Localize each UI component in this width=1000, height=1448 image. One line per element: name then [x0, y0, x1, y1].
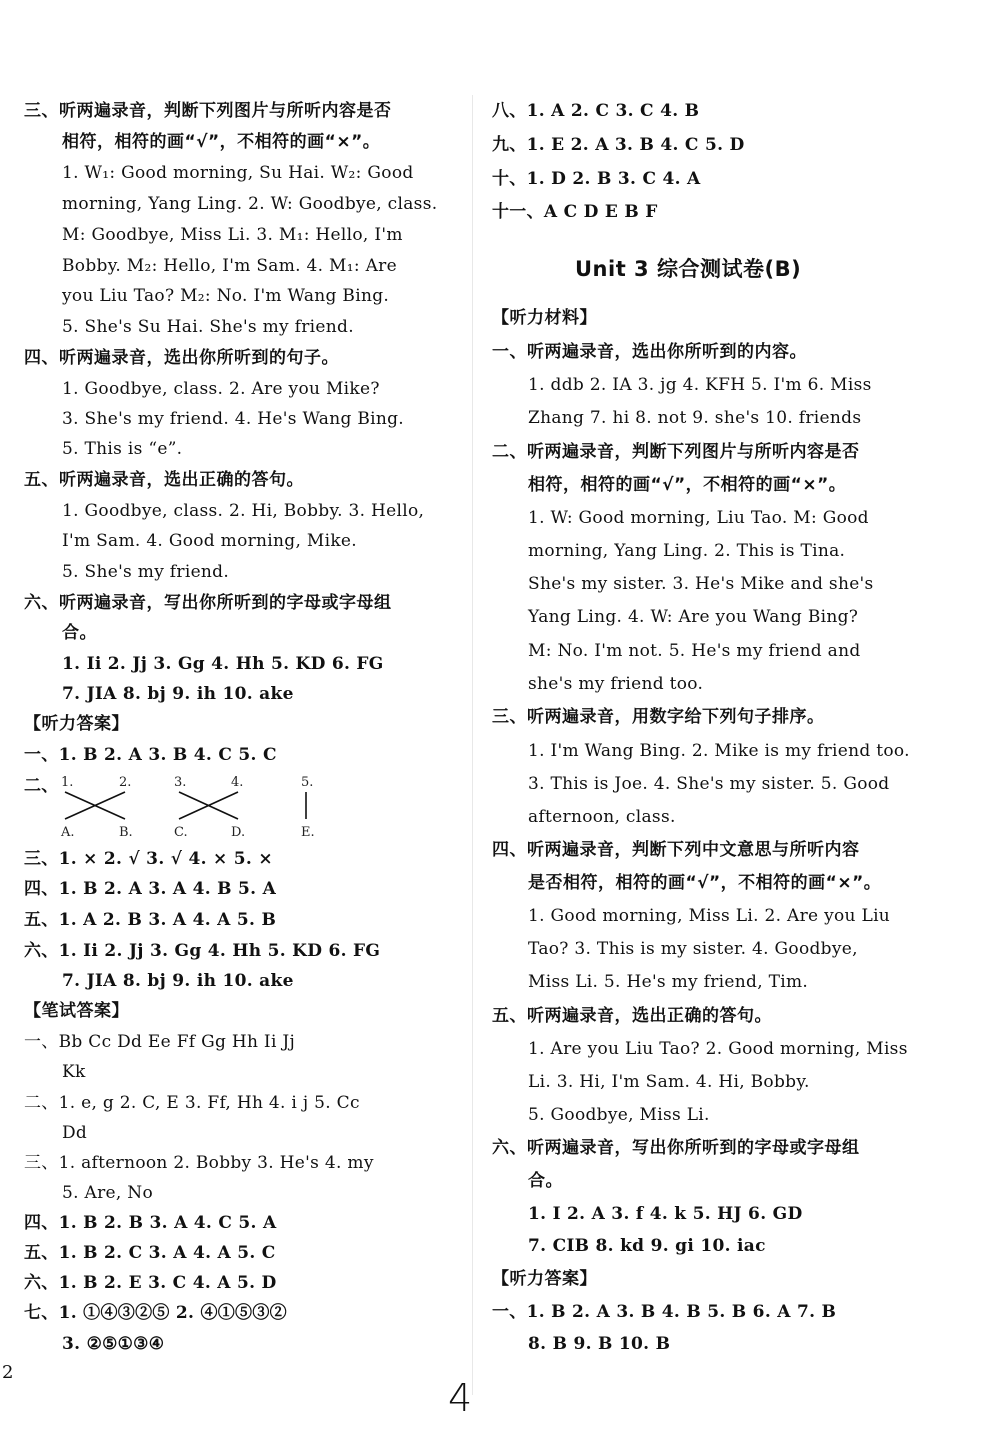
text-line: 1. ddb 2. IA 3. jg 4. KFH 5. I'm 6. Miss [528, 375, 872, 395]
match-top-label: 3. [174, 775, 187, 790]
answer-line: 3. ②⑤①③④ [62, 1334, 165, 1354]
text-line: she's my friend too. [528, 674, 704, 694]
answer-line: 十、1. D 2. B 3. C 4. A [492, 169, 701, 189]
match-top-label: 4. [231, 775, 244, 790]
text-line: 5. This is “e”. [62, 439, 183, 459]
match-bottom-label: B. [119, 825, 133, 840]
answer-line: 二、 [24, 776, 59, 796]
text-line: Tao? 3. This is my sister. 4. Goodbye, [528, 939, 858, 959]
match-top-label: 1. [61, 775, 74, 790]
section-heading: 二、听两遍录音，判断下列图片与所听内容是否 [492, 442, 860, 462]
section-heading: 三、听两遍录音，判断下列图片与所听内容是否 [24, 101, 392, 121]
section-heading: 【听力材料】 [492, 308, 597, 328]
answer-line: 六、1. Ii 2. Jj 3. Gg 4. Hh 5. KD 6. FG [24, 941, 381, 961]
text-line: M: No. I'm not. 5. He's my friend and [528, 641, 861, 661]
answer-line: 一、Bb Cc Dd Ee Ff Gg Hh Ii Jj [24, 1032, 296, 1052]
text-line: 1. Good morning, Miss Li. 2. Are you Liu [528, 906, 891, 926]
section-heading: 合。 [528, 1171, 563, 1191]
match-bottom-label: D. [231, 825, 246, 840]
text-line: 3. She's my friend. 4. He's Wang Bing. [62, 409, 405, 429]
section-heading: 五、听两遍录音，选出正确的答句。 [492, 1006, 772, 1026]
answer-line: 七、1. ①④③②⑤ 2. ④①⑤③② [24, 1303, 287, 1323]
answer-line: 三、1. afternoon 2. Bobby 3. He's 4. my [24, 1153, 374, 1173]
section-heading: 六、听两遍录音，写出你所听到的字母或字母组 [24, 593, 392, 613]
section-heading: 【笔试答案】 [24, 1001, 129, 1021]
text-line: 1. W₁: Good morning, Su Hai. W₂: Good [62, 163, 414, 183]
text-line: 3. This is Joe. 4. She's my sister. 5. Good [528, 774, 890, 794]
section-heading: 【听力答案】 [24, 714, 129, 734]
matching-diagram [55, 772, 355, 840]
section-heading: 三、听两遍录音，用数字给下列句子排序。 [492, 707, 825, 727]
text-line: Zhang 7. hi 8. not 9. she's 10. friends [528, 408, 862, 428]
text-line: 1. I'm Wang Bing. 2. Mike is my friend too. [528, 741, 910, 761]
section-heading: 是否相符，相符的画“√”，不相符的画“×”。 [528, 873, 882, 893]
text-line: 1. I 2. A 3. f 4. k 5. HJ 6. GD [528, 1204, 803, 1224]
answer-line: 一、1. B 2. A 3. B 4. B 5. B 6. A 7. B [492, 1302, 837, 1322]
page-number: 2 [2, 1362, 14, 1383]
section-heading: 相符，相符的画“√”，不相符的画“×”。 [528, 475, 847, 495]
section-heading: 四、听两遍录音，选出你所听到的句子。 [24, 348, 339, 368]
text-line: 1. Goodbye, class. 2. Are you Mike? [62, 379, 380, 399]
answer-line: 五、1. B 2. C 3. A 4. A 5. C [24, 1243, 276, 1263]
text-line: 1. Goodbye, class. 2. Hi, Bobby. 3. Hello, [62, 501, 425, 521]
answer-line: 八、1. A 2. C 3. C 4. B [492, 101, 700, 121]
text-line: She's my sister. 3. He's Mike and she's [528, 574, 874, 594]
text-line: M: Goodbye, Miss Li. 3. M₁: Hello, I'm [62, 225, 403, 245]
text-line: Li. 3. Hi, I'm Sam. 4. Hi, Bobby. [528, 1072, 810, 1092]
section-heading: 【听力答案】 [492, 1269, 597, 1289]
text-line: 1. Ii 2. Jj 3. Gg 4. Hh 5. KD 6. FG [62, 654, 384, 674]
section-heading: 六、听两遍录音，写出你所听到的字母或字母组 [492, 1138, 860, 1158]
column-divider [472, 95, 473, 1395]
section-heading: 一、听两遍录音，选出你所听到的内容。 [492, 342, 807, 362]
answer-line: 六、1. B 2. E 3. C 4. A 5. D [24, 1273, 277, 1293]
answer-line: 一、1. B 2. A 3. B 4. C 5. C [24, 745, 277, 765]
answer-line: 8. B 9. B 10. B [528, 1334, 671, 1354]
handwritten-mark: 4 [448, 1376, 473, 1420]
answer-line: 五、1. A 2. B 3. A 4. A 5. B [24, 910, 277, 930]
section-heading: 合。 [62, 623, 97, 643]
section-heading: 相符，相符的画“√”，不相符的画“×”。 [62, 132, 381, 152]
text-line: I'm Sam. 4. Good morning, Mike. [62, 531, 357, 551]
text-line: morning, Yang Ling. 2. W: Goodbye, class. [62, 194, 438, 214]
text-line: 7. JIA 8. bj 9. ih 10. ake [62, 684, 294, 704]
answer-line: Kk [62, 1062, 86, 1082]
match-top-label: 2. [119, 775, 132, 790]
text-line: morning, Yang Ling. 2. This is Tina. [528, 541, 846, 561]
answer-line: 九、1. E 2. A 3. B 4. C 5. D [492, 135, 745, 155]
page-title: Unit 3 综合测试卷(B) [575, 257, 802, 281]
text-line: Yang Ling. 4. W: Are you Wang Bing? [528, 607, 859, 627]
text-line: Bobby. M₂: Hello, I'm Sam. 4. M₁: Are [62, 256, 397, 276]
text-line: you Liu Tao? M₂: No. I'm Wang Bing. [62, 286, 390, 306]
match-bottom-label: E. [301, 825, 315, 840]
text-line: 1. Are you Liu Tao? 2. Good morning, Miss [528, 1039, 908, 1059]
answer-line: 十一、A C D E B F [492, 202, 658, 222]
text-line: 5. Goodbye, Miss Li. [528, 1105, 710, 1125]
text-line: 5. She's my friend. [62, 562, 230, 582]
text-line: 7. CIB 8. kd 9. gi 10. iac [528, 1236, 766, 1256]
answer-line: 二、1. e, g 2. C, E 3. Ff, Hh 4. i j 5. Cc [24, 1093, 360, 1113]
answer-line: 四、1. B 2. B 3. A 4. C 5. A [24, 1213, 277, 1233]
answer-line: 5. Are, No [62, 1183, 154, 1203]
match-top-label: 5. [301, 775, 314, 790]
answer-line: Dd [62, 1123, 88, 1143]
answer-line: 三、1. × 2. √ 3. √ 4. × 5. × [24, 849, 273, 869]
text-line: afternoon, class. [528, 807, 676, 827]
text-line: 5. She's Su Hai. She's my friend. [62, 317, 354, 337]
answer-line: 7. JIA 8. bj 9. ih 10. ake [62, 971, 294, 991]
match-bottom-label: A. [61, 825, 75, 840]
match-bottom-label: C. [174, 825, 188, 840]
section-heading: 五、听两遍录音，选出正确的答句。 [24, 470, 304, 490]
answer-line: 四、1. B 2. A 3. A 4. B 5. A [24, 879, 277, 899]
text-line: Miss Li. 5. He's my friend, Tim. [528, 972, 809, 992]
text-line: 1. W: Good morning, Liu Tao. M: Good [528, 508, 869, 528]
section-heading: 四、听两遍录音，判断下列中文意思与所听内容 [492, 840, 860, 860]
